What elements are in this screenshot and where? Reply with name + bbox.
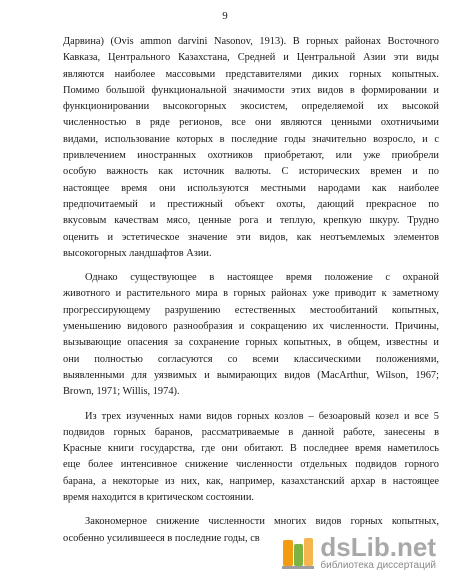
text-line: они полностью согласуются со всеми классическими положениями,: [63, 353, 439, 365]
text-line: привлечением иностранных охотников приобретают, или уже приобрели: [63, 150, 439, 162]
text-line: Красные книги государства, где они обитают. В последнее время наметилось: [63, 443, 439, 455]
text-line: время находится в критическом состоянии.: [63, 492, 254, 504]
watermark: [277, 532, 440, 574]
text-line: Дарвина) (Ovis ammon darvini Nasonov, 1913). В горных районах Восточного: [63, 36, 439, 47]
paragraph: [63, 270, 439, 400]
text-line: вкусовым качествам мясо, ценные рога и теплую, крепкую шкуру. Трудно: [63, 215, 439, 227]
text-line: барана, а некоторые из них, как, например, казахстанский архар в настоящее: [63, 475, 439, 487]
text-line: Из трех изученных нами видов горных козлов – безоаровый козел и все 5: [85, 410, 439, 422]
document-body: [63, 34, 439, 547]
text-line: выявленными для уязвимых и вымирающих видов (MacArthur, Wilson, 1967;: [63, 369, 439, 381]
text-line: Помимо большой функциональной значимости этих видов в формировании и: [63, 84, 439, 96]
text-line: особую важность как источник валюты. С исторических времен и по: [63, 166, 439, 178]
paragraph: [63, 409, 439, 507]
text-line: функционировании высокогорных экосистем, определяемой их высокой: [63, 101, 439, 113]
text-line: численностью в ряде регионов, все они являются ценными охотничьими: [63, 117, 439, 129]
text-line: предпочитаемый и престижный объект охоты, дающий прекрасное по: [63, 198, 439, 210]
text-line: являются наиболее массовыми представителями диких горных копытных.: [63, 68, 439, 80]
text-line: видами, использование которых в последние годы значительно возросло, и с: [63, 133, 439, 145]
paragraph: [63, 34, 439, 262]
text-line: Однако существующее в настоящее время положение с охраной: [85, 272, 439, 284]
watermark-subtitle: библиотека диссертаций: [320, 560, 436, 571]
text-line: вызывающие опасения за сохранение горных копытных, в общем, известны и: [63, 337, 439, 349]
text-line: настоящее время они используются местными народами как наиболее: [63, 182, 439, 194]
text-line: высокогорных ландшафтов Азии.: [63, 247, 212, 259]
text-line: уменьшению видового разнообразия и сокращению их численности. Причины,: [63, 321, 439, 333]
text-line: Кавказа, Центрального Казахстана, Средней и Центральной Азии эти виды: [63, 52, 439, 64]
text-line: оценить и эстетическое значение эти видов, как неотъемлемых элементов: [63, 231, 439, 243]
page-number: 9: [222, 10, 228, 22]
text-line: Brown, 1971; Willis, 1974).: [63, 386, 180, 398]
text-line: животного и растительного мира в горных районах уже приводит к заметному: [63, 288, 439, 300]
text-line: Закономерное снижение численности многих видов горных копытных,: [85, 516, 439, 528]
text-line: особенно усилившееся в последние годы, св: [63, 532, 260, 544]
text-line: еще более интенсивное снижение численности отдельных подвидов горного: [63, 459, 439, 471]
text-line: прогрессирующему разрушению естественных местообитаний копытных,: [63, 304, 439, 316]
dslib-logo-icon: [281, 536, 315, 570]
watermark-name: dsLib.net: [320, 532, 436, 562]
text-line: подвидов горных баранов, рассматриваемые в данной работе, занесены в: [63, 426, 439, 438]
